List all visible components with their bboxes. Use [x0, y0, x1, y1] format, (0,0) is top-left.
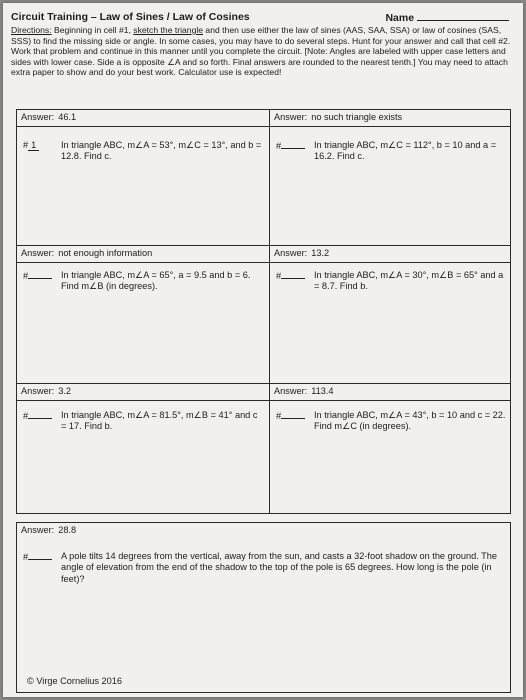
worksheet-header	[11, 11, 515, 78]
cell-answer: Answer: not enough information	[17, 246, 269, 263]
circuit-cell-3	[17, 246, 269, 383]
name-blank[interactable]	[417, 11, 509, 21]
circuit-cell-6	[270, 384, 510, 513]
cell-number: #	[23, 410, 61, 433]
circuit-cell-1	[17, 110, 269, 245]
circuit-cell-7	[16, 522, 511, 693]
cell-number: #	[23, 270, 61, 293]
cell-number: #	[276, 270, 314, 293]
cell-answer: Answer: 113.4	[270, 384, 510, 401]
cell-problem: A pole tilts 14 degrees from the vertical, away from the sun, and casts a 32-foot shadow on the ground. The angle of elevation from the end of the shadow to the top of the pole is 65 degrees. How long is the pole (in feet)?	[61, 551, 497, 584]
cell-number: #	[23, 551, 61, 585]
directions-label: Directions:	[11, 25, 52, 35]
cell-problem: In triangle ABC, m∠A = 53°, m∠C = 13°, and b = 12.8. Find c.	[61, 140, 262, 162]
cell-number: #	[276, 140, 314, 163]
circuit-cell-4	[270, 246, 510, 383]
cell-problem: In triangle ABC, m∠A = 43°, b = 10 and c = 22. Find m∠C (in degrees).	[314, 410, 506, 432]
cell-number-blank[interactable]	[281, 270, 305, 279]
cell-problem: In triangle ABC, m∠A = 65°, a = 9.5 and b = 6. Find m∠B (in degrees).	[61, 270, 251, 292]
cell-number-value[interactable]: 1	[28, 140, 39, 151]
cell-number-blank[interactable]	[28, 270, 52, 279]
copyright-text: © Virge Cornelius 2016	[27, 676, 122, 686]
circuit-grid	[16, 109, 511, 514]
circuit-cell-5	[17, 384, 269, 513]
cell-answer: Answer: 3.2	[17, 384, 269, 401]
worksheet-title: Circuit Training – Law of Sines / Law of Cosines	[11, 11, 250, 23]
cell-problem: In triangle ABC, m∠A = 81.5°, m∠B = 41° and c = 17. Find b.	[61, 410, 258, 432]
cell-number: # 1	[23, 140, 61, 163]
circuit-cell-2	[270, 110, 510, 245]
directions-text: Directions: Beginning in cell #1, sketch the triangle and then use either the law of sines (AAS, SAA, SSA) or law of cosines (SAS, SSS) to find the missing side or angle. In some cases, you may have to do several steps. Hunt for your answer and call that cell #2. Work that problem and continue in this manner until you complete the circuit. [Note: Angles are labeled with upper case letters and sides with lower case. Side a is opposite ∠A and so forth. Final answers are rounded to the nearest tenth.] You may need to attach extra paper to show and do your best work. Calculator use is expected!	[11, 25, 511, 78]
cell-answer: Answer: no such triangle exists	[270, 110, 510, 127]
cell-problem: In triangle ABC, m∠A = 30°, m∠B = 65° and a = 8.7. Find b.	[314, 270, 504, 292]
cell-problem: In triangle ABC, m∠C = 112°, b = 10 and a = 16.2. Find c.	[314, 140, 497, 162]
cell-number-blank[interactable]	[28, 410, 52, 419]
cell-number-blank[interactable]	[281, 410, 305, 419]
name-label: Name	[385, 12, 415, 24]
cell-number-blank[interactable]	[28, 551, 52, 560]
cell-answer: Answer: 46.1	[17, 110, 269, 127]
worksheet-page	[3, 3, 523, 697]
cell-answer: Answer: 28.8	[21, 525, 77, 535]
cell-number-blank[interactable]	[281, 140, 305, 149]
cell-number: #	[276, 410, 314, 433]
cell-answer: Answer: 13.2	[270, 246, 510, 263]
